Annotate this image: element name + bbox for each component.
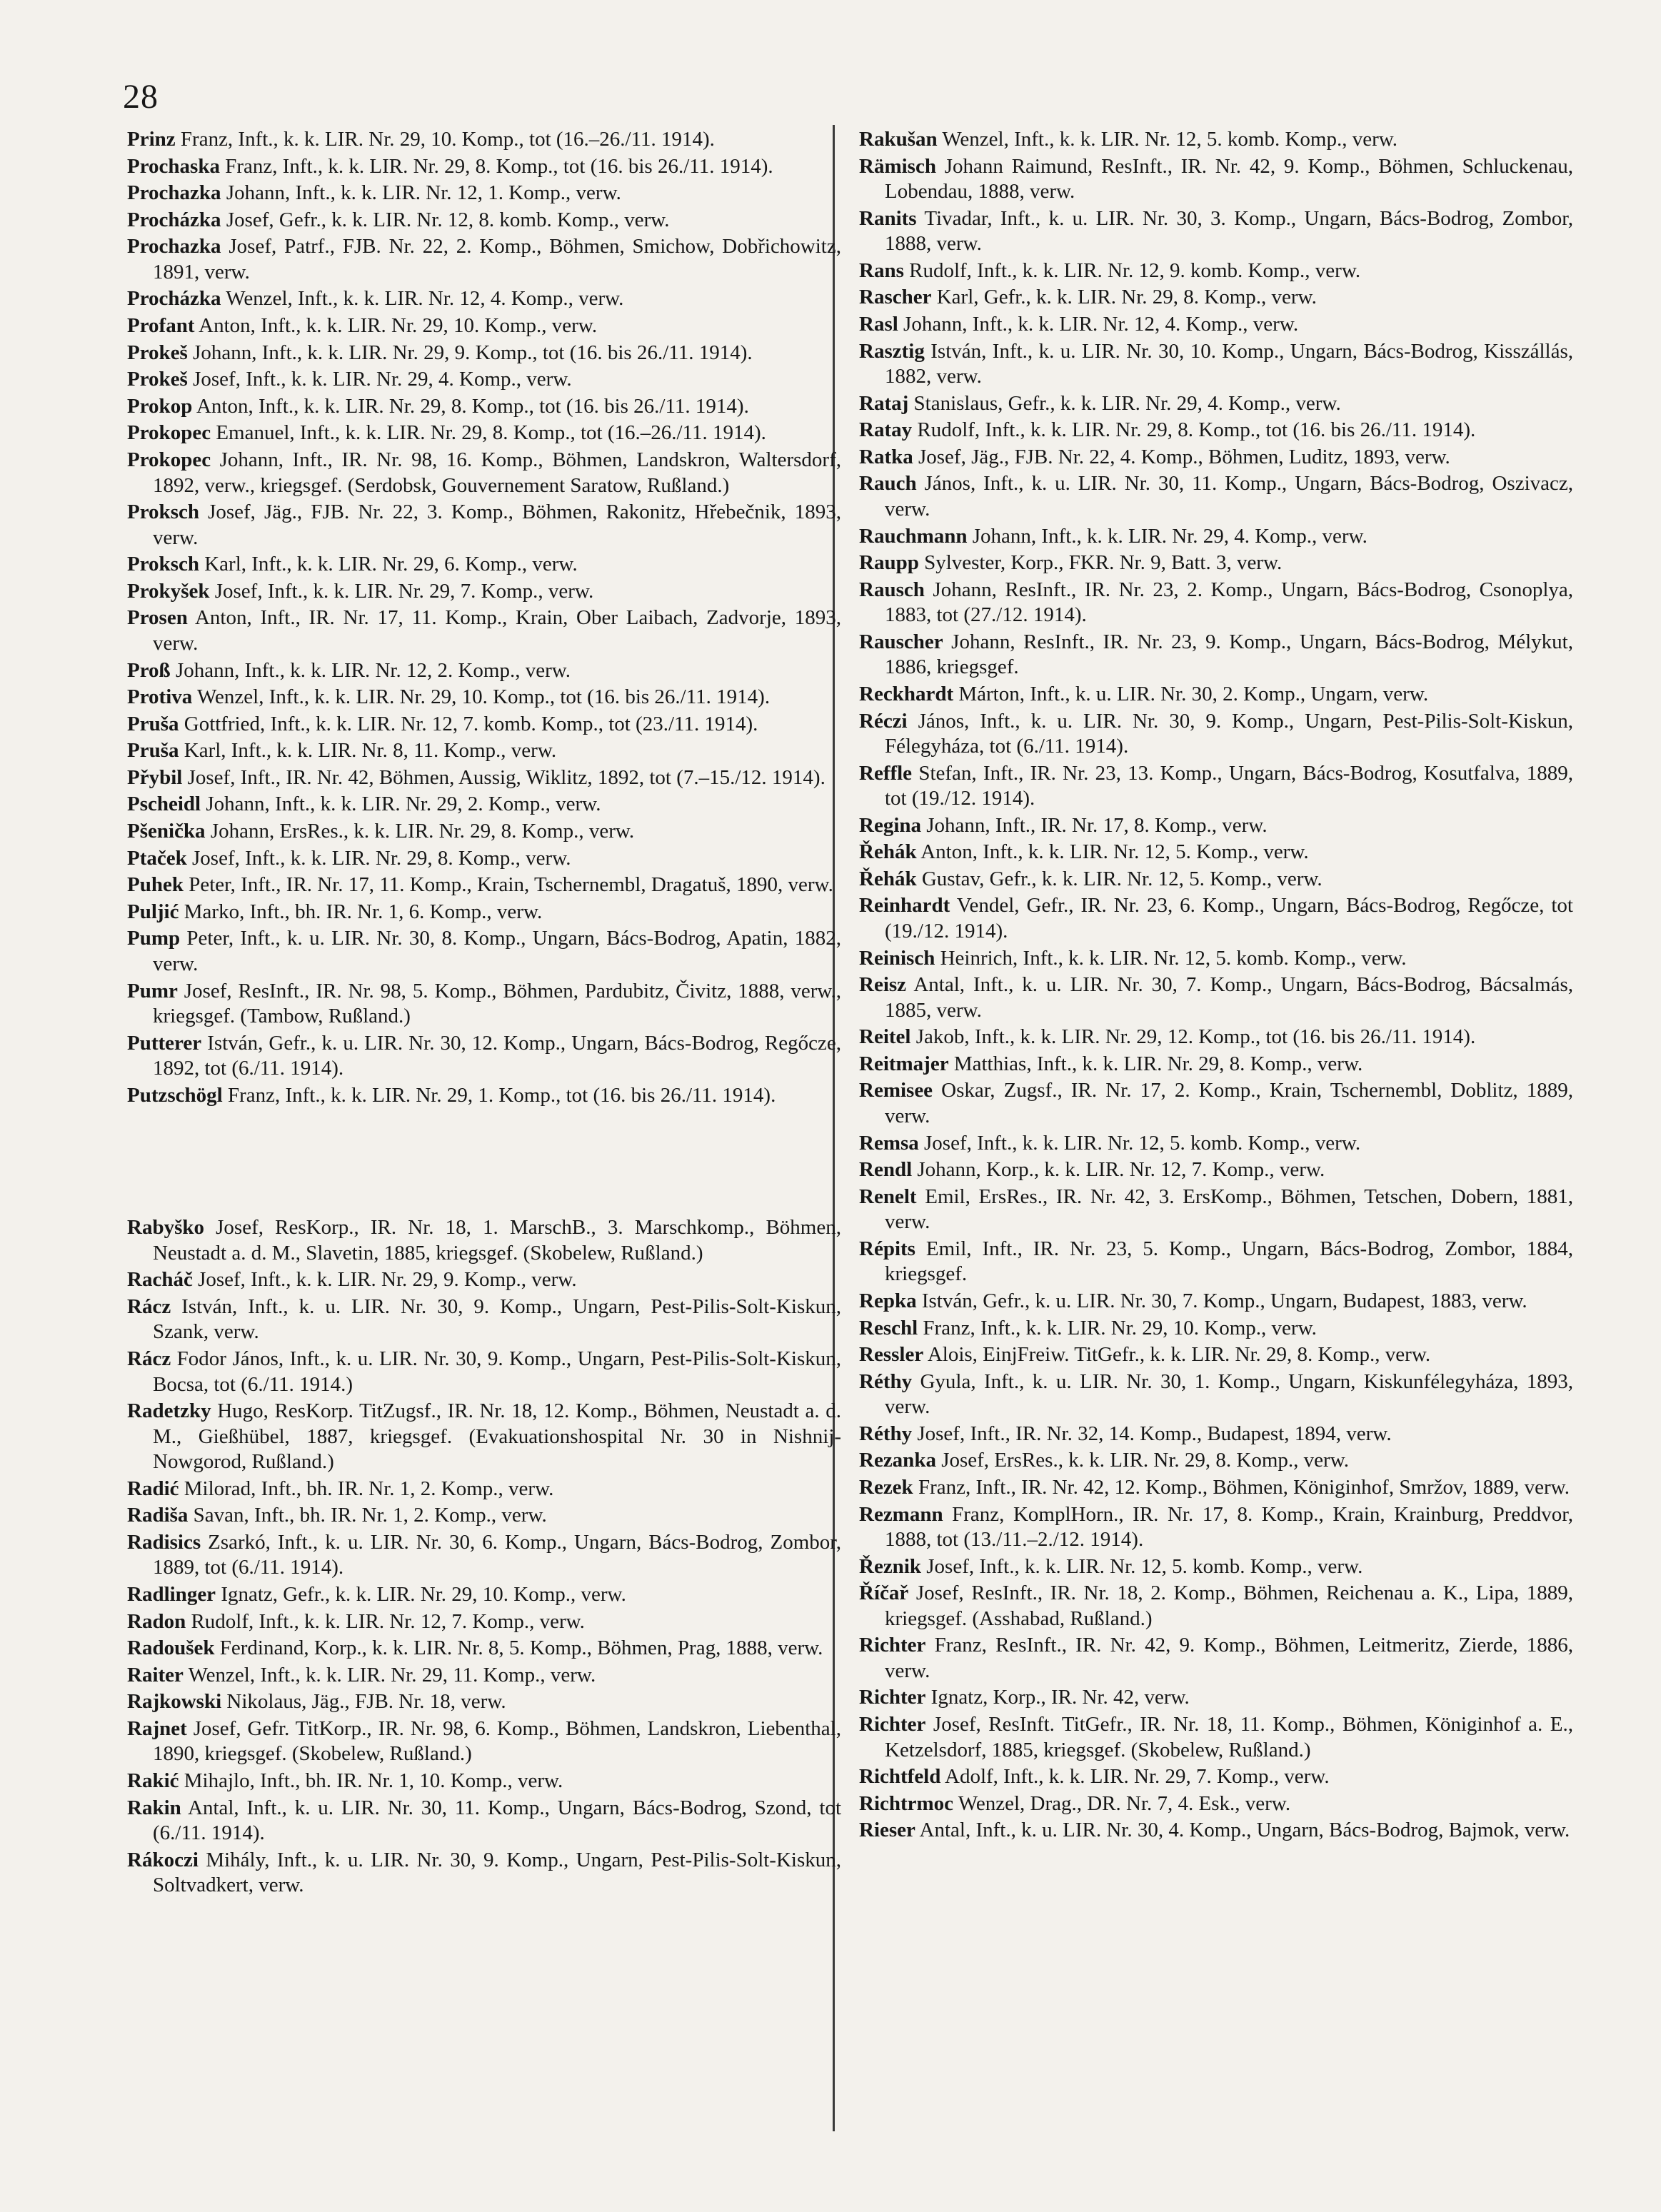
entry-surname: Pumr (127, 979, 178, 1002)
entry-surname: Prochazka (127, 235, 221, 258)
entry-surname: Prosen (127, 606, 188, 630)
entry-surname: Rakin (127, 1796, 181, 1819)
entry-details: Karl, Inft., k. k. LIR. Nr. 29, 6. Komp., verw. (199, 553, 578, 576)
entry-surname: Puhek (127, 873, 184, 897)
roster-entry (859, 312, 1573, 338)
entry-surname: Pruša (127, 739, 179, 763)
entry-surname: Rakušan (859, 128, 938, 151)
entry-surname: Prochaska (127, 154, 220, 178)
roster-entry (127, 1663, 841, 1689)
entry-surname: Rauscher (859, 630, 943, 653)
roster-entry (859, 524, 1573, 550)
entry-surname: Richtrmoc (859, 1791, 954, 1815)
entry-surname: Proksch (127, 553, 199, 576)
entry-surname: Puljić (127, 900, 179, 923)
entry-surname: Říčař (859, 1582, 909, 1605)
entry-details: Peter, Inft., k. u. LIR. Nr. 30, 8. Komp., Ungarn, Bács-Bodrog, Apatin, 1882, verw. (153, 927, 841, 975)
roster-entry (127, 712, 841, 738)
entry-surname: Radisics (127, 1530, 201, 1554)
entry-surname: Rauchmann (859, 524, 968, 548)
roster-entry (859, 1791, 1573, 1817)
roster-entry (127, 1848, 841, 1899)
entry-surname: Radiša (127, 1504, 189, 1527)
entry-details: Ignatz, Gefr., k. k. LIR. Nr. 29, 10. Komp., verw. (216, 1582, 626, 1606)
entry-surname: Rakić (127, 1769, 179, 1793)
entry-details: Josef, Inft., k. k. LIR. Nr. 29, 4. Komp., verw. (187, 368, 572, 391)
roster-entry (127, 367, 841, 393)
roster-entry (859, 471, 1573, 522)
entry-details: Ferdinand, Korp., k. k. LIR. Nr. 8, 5. Komp., Böhmen, Prag, 1888, verw. (214, 1637, 823, 1660)
entry-details: Johann, ResInft., IR. Nr. 23, 9. Komp., Ungarn, Bács-Bodrog, Mélykut, 1886, kriegsgef. (885, 630, 1573, 679)
roster-entry (127, 1689, 841, 1715)
entry-surname: Radon (127, 1609, 186, 1633)
entry-details: Stefan, Inft., IR. Nr. 23, 13. Komp., Ungarn, Bács-Bodrog, Kosutfalva, 1889, tot (19./12. 1914). (885, 761, 1573, 810)
roster-entry (127, 448, 841, 498)
entry-surname: Reckhardt (859, 682, 954, 705)
entry-surname: Procházka (127, 208, 221, 231)
roster-entry (859, 578, 1573, 628)
roster-entry (859, 630, 1573, 680)
entry-surname: Rajkowski (127, 1690, 222, 1714)
entry-surname: Rezanka (859, 1449, 936, 1472)
entry-surname: Rácz (127, 1294, 171, 1318)
roster-entry (859, 285, 1573, 311)
roster-entry (859, 154, 1573, 205)
roster-entry (859, 1818, 1573, 1844)
roster-entry (859, 1052, 1573, 1077)
roster-entry (127, 181, 841, 206)
entry-details: Josef, ResInft., IR. Nr. 98, 5. Komp., Böhmen, Pardubitz, Čivitz, 1888, verw., kriegsgef. (Tambow, Rußland.) (153, 979, 841, 1028)
entry-surname: Richtfeld (859, 1765, 941, 1789)
entry-details: Gottfried, Inft., k. k. LIR. Nr. 12, 7. komb. Komp., tot (23./11. 1914). (179, 712, 758, 735)
entry-surname: Prinz (127, 128, 176, 151)
entry-details: Milorad, Inft., bh. IR. Nr. 1, 2. Komp., verw. (179, 1477, 554, 1500)
roster-entry (859, 1369, 1573, 1420)
entry-details: Wenzel, Inft., k. k. LIR. Nr. 29, 10. Komp., tot (16. bis 26./11. 1914). (192, 685, 771, 709)
entry-details: Rudolf, Inft., k. k. LIR. Nr. 12, 7. Komp., verw. (186, 1609, 585, 1633)
roster-entry (127, 1530, 841, 1581)
entry-details: Antal, Inft., k. u. LIR. Nr. 30, 4. Komp., Ungarn, Bács-Bodrog, Bajmok, verw. (915, 1819, 1570, 1842)
entry-details: János, Inft., k. u. LIR. Nr. 30, 11. Komp., Ungarn, Bács-Bodrog, Oszivacz, verw. (885, 472, 1573, 521)
roster-entry (127, 658, 841, 684)
entry-surname: Reffle (859, 761, 913, 785)
entry-surname: Reinhardt (859, 894, 950, 918)
entry-surname: Rans (859, 258, 904, 282)
entry-details: Franz, ResInft., IR. Nr. 42, 9. Komp., Böhmen, Leitmeritz, Zierde, 1886, verw. (885, 1634, 1573, 1682)
entry-surname: Remisee (859, 1079, 933, 1102)
entry-surname: Reitmajer (859, 1052, 949, 1075)
roster-entry (859, 761, 1573, 812)
entry-details: Johann, Korp., k. k. LIR. Nr. 12, 7. Komp., verw. (912, 1158, 1325, 1182)
roster-entry (127, 1031, 841, 1082)
roster-entry (127, 900, 841, 925)
entry-details: Josef, Inft., k. k. LIR. Nr. 29, 7. Komp., verw. (209, 579, 594, 603)
roster-entry (859, 946, 1573, 972)
roster-entry (859, 127, 1573, 153)
entry-surname: Ratka (859, 445, 913, 468)
entry-surname: Reisz (859, 973, 907, 997)
entry-details: Johann, Inft., k. k. LIR. Nr. 29, 4. Komp., verw. (967, 524, 1368, 548)
entry-details: Franz, KomplHorn., IR. Nr. 17, 8. Komp., Krain, Krainburg, Preddvor, 1888, tot (13./11.–2./12. 1914). (885, 1502, 1573, 1552)
entry-surname: Ressler (859, 1343, 924, 1367)
entry-details: Josef, ResInft., IR. Nr. 18, 2. Komp., Böhmen, Reichenau a. K., Lipa, 1889, kriegsgef. (Asshabad, Rußland.) (885, 1582, 1573, 1630)
roster-entry (859, 445, 1573, 471)
entry-surname: Přybil (127, 765, 183, 789)
entry-details: Johann, Inft., k. k. LIR. Nr. 12, 4. Komp., verw. (898, 312, 1299, 336)
entry-surname: Radetzky (127, 1399, 211, 1423)
entry-surname: Rendl (859, 1158, 913, 1182)
entry-surname: Procházka (127, 287, 221, 311)
roster-entry (859, 1475, 1573, 1501)
entry-surname: Ptaček (127, 846, 187, 870)
entry-surname: Raupp (859, 551, 919, 575)
entry-details: Josef, Inft., k. k. LIR. Nr. 29, 8. Komp., verw. (186, 846, 571, 870)
roster-entry (127, 1796, 841, 1846)
entry-details: István, Inft., k. u. LIR. Nr. 30, 10. Komp., Ungarn, Bács-Bodrog, Kisszállás, 1882, verw. (885, 339, 1573, 388)
roster-entry (859, 418, 1573, 443)
entry-surname: Richter (859, 1686, 926, 1709)
roster-entry (127, 1477, 841, 1502)
entry-surname: Pump (127, 927, 181, 950)
entry-details: Fodor János, Inft., k. u. LIR. Nr. 30, 9. Komp., Ungarn, Pest-Pilis-Solt-Kiskun, Bocsa, tot (6./11. 1914.) (153, 1347, 841, 1396)
entry-details: Peter, Inft., IR. Nr. 17, 11. Komp., Krain, Tschernembl, Dragatuš, 1890, verw. (183, 873, 833, 897)
entry-details: Matthias, Inft., k. k. LIR. Nr. 29, 8. Komp., verw. (948, 1052, 1363, 1075)
entry-details: István, Inft., k. u. LIR. Nr. 30, 9. Komp., Ungarn, Pest-Pilis-Solt-Kiskun, Szank, verw. (153, 1294, 841, 1344)
entry-details: Johann, Inft., IR. Nr. 17, 8. Komp., verw. (921, 813, 1268, 837)
roster-entry (859, 709, 1573, 760)
roster-entry (859, 1581, 1573, 1632)
entry-details: Josef, Inft., k. k. LIR. Nr. 12, 5. komb. Komp., verw. (921, 1554, 1363, 1578)
entry-surname: Prochazka (127, 181, 221, 205)
entry-surname: Prokopec (127, 421, 211, 445)
roster-entry (859, 1237, 1573, 1287)
roster-entry (127, 1399, 841, 1475)
entry-details: Nikolaus, Jäg., FJB. Nr. 18, verw. (221, 1690, 506, 1714)
roster-entry (859, 893, 1573, 944)
entry-details: Adolf, Inft., k. k. LIR. Nr. 29, 7. Komp., verw. (940, 1765, 1330, 1789)
entry-details: Emil, ErsRes., IR. Nr. 42, 3. ErsKomp., Böhmen, Tetschen, Dobern, 1881, verw. (885, 1185, 1573, 1234)
entry-details: Josef, Inft., k. k. LIR. Nr. 29, 9. Komp., verw. (192, 1268, 577, 1292)
entry-surname: Raiter (127, 1663, 184, 1686)
entry-details: Karl, Inft., k. k. LIR. Nr. 8, 11. Komp., verw. (179, 739, 557, 763)
entry-details: Wenzel, Inft., k. k. LIR. Nr. 12, 4. Komp., verw. (221, 287, 624, 311)
roster-entry (859, 551, 1573, 576)
entry-surname: Ranits (859, 206, 917, 230)
roster-entry (859, 1157, 1573, 1183)
entry-surname: Prokyšek (127, 579, 210, 603)
entry-surname: Řehák (859, 867, 917, 890)
roster-entry (127, 1636, 841, 1661)
entry-surname: Řeznik (859, 1554, 921, 1578)
entry-details: Josef, Patrf., FJB. Nr. 22, 2. Komp., Böhmen, Smichow, Dobřichowitz, 1891, verw. (153, 235, 841, 283)
roster-entry (859, 1185, 1573, 1235)
entry-surname: Rascher (859, 286, 932, 309)
entry-details: Wenzel, Drag., DR. Nr. 7, 4. Esk., verw. (953, 1791, 1291, 1815)
entry-surname: Radoušek (127, 1637, 215, 1660)
roster-entry (859, 1554, 1573, 1580)
roster-entry (859, 682, 1573, 708)
roster-entry (859, 1316, 1573, 1342)
roster-entry (127, 1503, 841, 1529)
entry-surname: Prokop (127, 394, 193, 418)
roster-entry (127, 394, 841, 420)
entry-surname: Pšenička (127, 820, 206, 843)
entry-details: Márton, Inft., k. u. LIR. Nr. 30, 2. Komp., Ungarn, verw. (953, 682, 1429, 705)
entry-details: Anton, Inft., IR. Nr. 17, 11. Komp., Krain, Ober Laibach, Zadvorje, 1893, verw. (153, 606, 841, 655)
roster-entry (127, 846, 841, 872)
entry-details: Johann, Inft., k. k. LIR. Nr. 29, 2. Komp., verw. (201, 793, 601, 816)
entry-details: Mihajlo, Inft., bh. IR. Nr. 1, 10. Komp., verw. (179, 1769, 563, 1793)
roster-entry (127, 500, 841, 551)
entry-details: Franz, Inft., k. k. LIR. Nr. 29, 10. Komp., tot (16.–26./11. 1914). (175, 128, 715, 151)
entry-details: Ignatz, Korp., IR. Nr. 42, verw. (925, 1686, 1190, 1709)
roster-entry (859, 391, 1573, 417)
entry-details: Karl, Gefr., k. k. LIR. Nr. 29, 8. Komp., verw. (931, 286, 1317, 309)
entry-details: Josef, Gefr. TitKorp., IR. Nr. 98, 6. Komp., Böhmen, Landskron, Liebenthal, 1890, kriegsgef. (Skobelew, Rußland.) (153, 1716, 841, 1766)
entry-surname: Réthy (859, 1369, 913, 1393)
entry-details: Anton, Inft., k. k. LIR. Nr. 12, 5. Komp., verw. (916, 840, 1309, 864)
roster-entry (127, 685, 841, 710)
entry-details: Johann, Inft., k. k. LIR. Nr. 12, 1. Komp., verw. (221, 181, 621, 205)
entry-details: István, Gefr., k. u. LIR. Nr. 30, 12. Komp., Ungarn, Bács-Bodrog, Regőcze, 1892, tot (6./11. 1914). (153, 1031, 841, 1080)
entry-details: János, Inft., k. u. LIR. Nr. 30, 9. Komp., Ungarn, Pest-Pilis-Solt-Kiskun, Félegyháza, tot (6./11. 1914). (885, 709, 1573, 758)
entry-details: Johann, Inft., k. k. LIR. Nr. 29, 9. Komp., tot (16. bis 26./11. 1914). (187, 341, 753, 364)
roster-entry (127, 605, 841, 656)
roster-entry (859, 1764, 1573, 1790)
entry-details: Wenzel, Inft., k. k. LIR. Nr. 12, 5. komb. Komp., verw. (937, 128, 1398, 151)
entry-details: Josef, Jäg., FJB. Nr. 22, 4. Komp., Böhmen, Luditz, 1893, verw. (913, 445, 1450, 468)
entry-details: Johann Raimund, ResInft., IR. Nr. 42, 9. Komp., Böhmen, Schluckenau, Lobendau, 1888, verw. (885, 154, 1573, 203)
entry-details: Emil, Inft., IR. Nr. 23, 5. Komp., Ungarn, Bács-Bodrog, Zombor, 1884, kriegsgef. (885, 1237, 1573, 1286)
entry-surname: Prokeš (127, 341, 188, 364)
entry-details: Stanislaus, Gefr., k. k. LIR. Nr. 29, 4. Komp., verw. (908, 391, 1341, 415)
roster-entry (127, 1716, 841, 1767)
entry-surname: Rausch (859, 578, 925, 601)
entry-surname: Repka (859, 1289, 917, 1312)
roster-entry (859, 1685, 1573, 1711)
entry-details: Mihály, Inft., k. u. LIR. Nr. 30, 9. Komp., Ungarn, Pest-Pilis-Solt-Kiskun, Soltvadkert, verw. (153, 1848, 841, 1897)
entry-surname: Reitel (859, 1025, 911, 1049)
roster-entry (127, 1215, 841, 1266)
entry-details: Franz, Inft., IR. Nr. 42, 12. Komp., Böhmen, Königinhof, Smržov, 1889, verw. (913, 1475, 1570, 1499)
entry-surname: Prokeš (127, 368, 188, 391)
entry-surname: Ratay (859, 418, 913, 442)
entry-surname: Répits (859, 1237, 915, 1260)
entry-surname: Radlinger (127, 1582, 216, 1606)
entry-details: Franz, Inft., k. k. LIR. Nr. 29, 1. Komp., tot (16. bis 26./11. 1914). (222, 1083, 776, 1107)
roster-entry (127, 127, 841, 153)
entry-surname: Rämisch (859, 154, 936, 178)
entry-surname: Prokopec (127, 448, 211, 472)
entry-surname: Regina (859, 813, 921, 837)
entry-details: Gyula, Inft., k. u. LIR. Nr. 30, 1. Komp., Ungarn, Kiskunfélegyháza, 1893, verw. (885, 1369, 1573, 1419)
entry-surname: Radić (127, 1477, 179, 1500)
entry-surname: Reschl (859, 1316, 918, 1339)
roster-entry (859, 840, 1573, 865)
roster-entry (859, 1025, 1573, 1050)
entry-surname: Proß (127, 658, 171, 682)
entry-surname: Rákoczi (127, 1848, 199, 1871)
roster-entry (127, 819, 841, 845)
roster-entry (859, 1342, 1573, 1368)
entry-details: Johann, ResInft., IR. Nr. 23, 2. Komp., Ungarn, Bács-Bodrog, Csonoplya, 1883, tot (27./12. 1914). (885, 578, 1573, 627)
roster-entry (127, 1083, 841, 1109)
roster-entry (859, 1712, 1573, 1763)
entry-details: Josef, Jäg., FJB. Nr. 22, 3. Komp., Böhmen, Rakonitz, Hřebečnik, 1893, verw. (153, 501, 841, 549)
entry-surname: Rasl (859, 312, 898, 336)
entry-details: Franz, Inft., k. k. LIR. Nr. 29, 10. Komp., verw. (918, 1316, 1317, 1339)
roster-entry (127, 873, 841, 898)
entry-details: István, Gefr., k. u. LIR. Nr. 30, 7. Komp., Ungarn, Budapest, 1883, verw. (916, 1289, 1527, 1312)
roster-entry (859, 339, 1573, 390)
entry-details: Rudolf, Inft., k. k. LIR. Nr. 29, 8. Komp., tot (16. bis 26./11. 1914). (912, 418, 1476, 442)
entry-details: Marko, Inft., bh. IR. Nr. 1, 6. Komp., verw. (179, 900, 543, 923)
roster-entry (127, 313, 841, 339)
entry-details: Josef, Inft., IR. Nr. 42, Böhmen, Aussig, Wiklitz, 1892, tot (7.–15./12. 1914). (182, 765, 826, 789)
entry-surname: Réczi (859, 709, 908, 733)
roster-entry (127, 1769, 841, 1794)
page-number: 28 (123, 78, 159, 116)
roster-entry (859, 1448, 1573, 1474)
roster-entry (127, 792, 841, 818)
entry-surname: Pscheidl (127, 793, 201, 816)
roster-entry (859, 972, 1573, 1023)
left-column (127, 127, 841, 1900)
entry-surname: Racháč (127, 1268, 193, 1292)
entry-details: Josef, Inft., IR. Nr. 32, 14. Komp., Budapest, 1894, verw. (912, 1422, 1392, 1445)
roster-entry (127, 208, 841, 233)
roster-entry (859, 206, 1573, 257)
entry-surname: Řehák (859, 840, 917, 864)
roster-entry (859, 1078, 1573, 1129)
entry-surname: Remsa (859, 1131, 919, 1155)
roster-entry (127, 421, 841, 446)
roster-entry (127, 979, 841, 1030)
entry-details: Josef, ResKorp., IR. Nr. 18, 1. MarschB., 3. Marschkomp., Böhmen, Neustadt a. d. M., Slavetin, 1885, kriegsgef. (Skobelew, Rußland.) (153, 1216, 841, 1265)
entry-details: Josef, Inft., k. k. LIR. Nr. 12, 5. komb. Komp., verw. (918, 1131, 1361, 1155)
roster-entry (127, 738, 841, 764)
roster-entry (127, 341, 841, 366)
entry-surname: Reinisch (859, 946, 935, 970)
roster-entry (127, 552, 841, 578)
right-column (859, 127, 1573, 1845)
entry-details: Zsarkó, Inft., k. u. LIR. Nr. 30, 6. Komp., Ungarn, Bács-Bodrog, Zombor, 1889, tot (6./11. 1914). (153, 1530, 841, 1579)
entry-surname: Profant (127, 314, 195, 338)
roster-entry (127, 154, 841, 180)
entry-details: Gustav, Gefr., k. k. LIR. Nr. 12, 5. Komp., verw. (916, 867, 1323, 890)
roster-entry (127, 1582, 841, 1608)
roster-entry (859, 1289, 1573, 1314)
roster-entry (859, 1633, 1573, 1684)
entry-details: Heinrich, Inft., k. k. LIR. Nr. 12, 5. komb. Komp., verw. (935, 946, 1407, 970)
entry-details: Josef, ErsRes., k. k. LIR. Nr. 29, 8. Komp., verw. (935, 1449, 1350, 1472)
roster-entry (859, 867, 1573, 893)
roster-entry (127, 286, 841, 312)
roster-entry (127, 1267, 841, 1293)
entry-surname: Rataj (859, 391, 909, 415)
roster-entry (859, 1131, 1573, 1157)
entry-details: Anton, Inft., k. k. LIR. Nr. 29, 10. Komp., verw. (194, 314, 598, 338)
roster-entry (127, 1609, 841, 1635)
entry-details: Alois, EinjFreiw. TitGefr., k. k. LIR. Nr. 29, 8. Komp., verw. (923, 1343, 1431, 1367)
entry-surname: Rácz (127, 1347, 171, 1370)
entry-details: Wenzel, Inft., k. k. LIR. Nr. 29, 11. Komp., verw. (183, 1663, 596, 1686)
entry-details: Anton, Inft., k. k. LIR. Nr. 29, 8. Komp., tot (16. bis 26./11. 1914). (192, 394, 749, 418)
roster-entry (127, 1294, 841, 1345)
entry-surname: Protiva (127, 685, 193, 709)
roster-entry (127, 926, 841, 977)
entry-details: Johann, Inft., k. k. LIR. Nr. 12, 2. Komp., verw. (170, 658, 571, 682)
entry-surname: Pruša (127, 712, 179, 735)
entry-surname: Proksch (127, 501, 199, 524)
roster-entry (859, 813, 1573, 839)
entry-details: Rudolf, Inft., k. k. LIR. Nr. 12, 9. komb. Komp., verw. (903, 258, 1361, 282)
entry-details: Antal, Inft., k. u. LIR. Nr. 30, 7. Komp., Ungarn, Bács-Bodrog, Bácsalmás, 1885, verw. (885, 973, 1573, 1022)
entry-surname: Rezek (859, 1475, 913, 1499)
entry-details: Emanuel, Inft., k. k. LIR. Nr. 29, 8. Komp., tot (16.–26./11. 1914). (211, 421, 766, 445)
entry-surname: Rauch (859, 472, 917, 496)
entry-surname: Richter (859, 1713, 926, 1736)
entry-surname: Putterer (127, 1031, 202, 1055)
entry-surname: Richter (859, 1634, 926, 1657)
entry-surname: Rezmann (859, 1502, 943, 1526)
roster-entry (859, 258, 1573, 284)
roster-entry (127, 1347, 841, 1397)
entry-details: Jakob, Inft., k. k. LIR. Nr. 29, 12. Komp., tot (16. bis 26./11. 1914). (910, 1025, 1476, 1049)
entry-surname: Rasztig (859, 339, 925, 363)
entry-details: Oskar, Zugsf., IR. Nr. 17, 2. Komp., Krain, Tschernembl, Doblitz, 1889, verw. (885, 1079, 1573, 1127)
roster-entry (127, 765, 841, 791)
entry-details: Vendel, Gefr., IR. Nr. 23, 6. Komp., Ungarn, Bács-Bodrog, Regőcze, tot (19./12. 1914). (885, 894, 1573, 942)
entry-details: Johann, Inft., IR. Nr. 98, 16. Komp., Böhmen, Landskron, Waltersdorf, 1892, verw., kriegsgef. (Serdobsk, Gouvernement Saratow, Rußland.) (153, 448, 841, 497)
entry-details: Josef, Gefr., k. k. LIR. Nr. 12, 8. komb. Komp., verw. (221, 208, 670, 231)
entry-details: Franz, Inft., k. k. LIR. Nr. 29, 8. Komp., tot (16. bis 26./11. 1914). (219, 154, 773, 178)
entry-details: Hugo, ResKorp. TitZugsf., IR. Nr. 18, 12. Komp., Böhmen, Neustadt a. d. M., Gießhübel, 1887, kriegsgef. (Evakuationshospital Nr. 30 in Nishnij-Nowgorod, Rußland.) (153, 1399, 841, 1474)
entry-details: Savan, Inft., bh. IR. Nr. 1, 2. Komp., verw. (188, 1504, 547, 1527)
entry-details: Johann, ErsRes., k. k. LIR. Nr. 29, 8. Komp., verw. (205, 820, 635, 843)
entry-details: Antal, Inft., k. u. LIR. Nr. 30, 11. Komp., Ungarn, Bács-Bodrog, Szond, tot (6./11. 1914). (153, 1796, 841, 1845)
entry-surname: Rieser (859, 1819, 915, 1842)
entry-surname: Rajnet (127, 1716, 187, 1740)
entry-surname: Réthy (859, 1422, 913, 1445)
roster-entry (127, 234, 841, 285)
entry-details: Tivadar, Inft., k. u. LIR. Nr. 30, 3. Komp., Ungarn, Bács-Bodrog, Zombor, 1888, verw. (885, 206, 1573, 256)
roster-entry (859, 1502, 1573, 1553)
entry-surname: Rabyško (127, 1216, 204, 1240)
entry-surname: Renelt (859, 1185, 917, 1208)
entry-details: Josef, ResInft. TitGefr., IR. Nr. 18, 11. Komp., Böhmen, Königinhof a. E., Ketzelsdorf, 1885, kriegsgef. (Skobelew, Rußland.) (885, 1713, 1573, 1761)
entry-details: Sylvester, Korp., FKR. Nr. 9, Batt. 3, verw. (918, 551, 1283, 575)
roster-entry (127, 579, 841, 605)
entry-surname: Putzschögl (127, 1083, 223, 1107)
roster-entry (859, 1422, 1573, 1447)
